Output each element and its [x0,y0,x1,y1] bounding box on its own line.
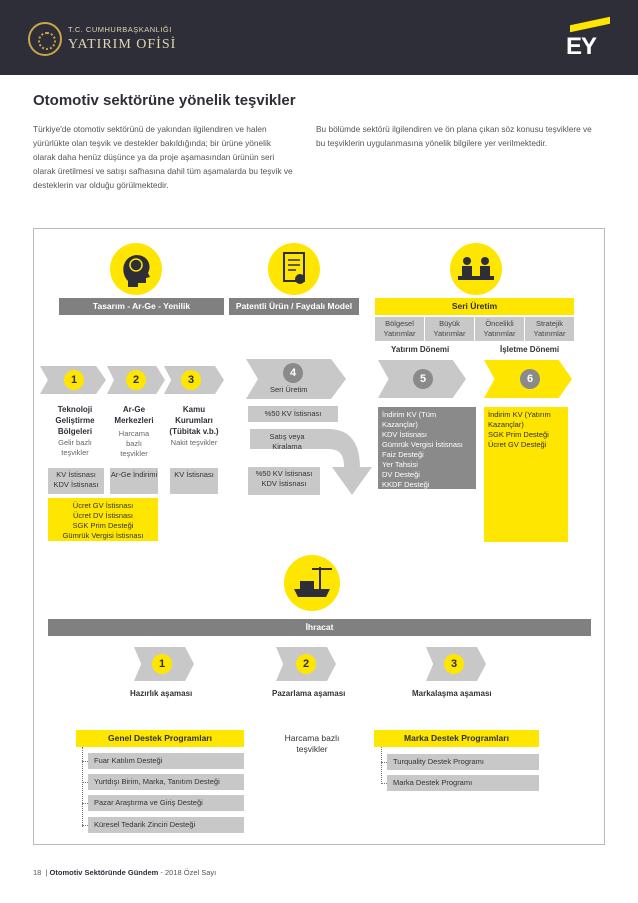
issue-label: - 2018 Özel Sayı [160,868,217,877]
isletme-donemi-label: İşletme Dönemi [500,345,560,354]
step-number-3: 3 [181,370,201,390]
col3-box: KV İstisnası [170,468,218,494]
col1-title: Teknoloji Geliştirme Bölgeleri [55,405,95,436]
col6-item: SGK Prim Desteği [488,430,549,439]
marka-item-1: Turquality Destek Programı [387,754,539,770]
intro-right: Bu bölümde sektörü ilgilendiren ve ön plana çıkan söz konusu teşviklere ve bu teşviklerin uygulanmasına yönelik bilgilere yer verilmektedir. [316,124,592,148]
yatirim-donemi-label: Yatırım Dönemi [391,345,450,354]
col5-item: KKDF Desteği [382,480,430,489]
ey-logo: EY [566,33,597,60]
seri-sub-buyuk: Büyük Yatırımlar [425,317,474,341]
header-tasarim: Tasarım - Ar-Ge - Yenilik [59,298,224,315]
export-number-3: 3 [444,654,464,674]
page-title: Otomotiv sektörüne yönelik teşvikler [33,92,296,109]
col5-item: Gümrük Vergisi İstisnası [382,440,463,449]
col5-item: İndirim KV (Tüm Kazançlar) [382,410,437,429]
header-bar [0,0,638,75]
step-number-2: 2 [126,370,146,390]
marka-tree-line [381,747,382,784]
col6-list [484,407,568,542]
col5-item: DV Desteği [382,470,420,479]
step4-label: Seri Üretim [270,385,308,394]
col2-box: Ar-Ge İndirimi [110,468,158,494]
seri-sub-bolgesel: Bölgesel Yatırımlar [375,317,424,341]
factory-workers-icon [450,243,502,295]
common-support-box [48,498,158,541]
seri-sub-oncelikli: Öncelikli Yatırımlar [475,317,524,341]
incentive-diagram [33,228,605,845]
genel-item-4: Küresel Tedarik Zinciri Desteği [88,817,244,833]
publication-name: Otomotiv Sektöründe Gündem [49,868,159,877]
col6-item: Ücret GV Desteği [488,440,547,449]
common-item: Ücret DV İstisnası [72,511,133,520]
step-number-6: 6 [520,369,540,389]
col3-title: Kamu Kurumları (Tübitak v.b.) [169,405,219,436]
head-brain-icon [110,243,162,295]
col5-item: KDV İstisnası [382,430,428,439]
seal-logo-icon [28,22,62,56]
step-number-4: 4 [283,363,303,383]
col4-arrow-label: Satış veya Kiralama [269,432,305,451]
seri-sub-stratejik: Stratejik Yatırımlar [525,317,574,341]
col4-box2: %50 KV İstisnası KDV İstisnası [248,467,320,495]
header-ihracat: İhracat [48,619,591,636]
col5-item: Yer Tahsisi [382,460,418,469]
col6-item: İndirim KV (Yatırım Kazançlar) [488,410,551,429]
genel-item-1: Fuar Katılım Desteği [88,753,244,769]
ship-crane-icon [284,555,340,611]
genel-item-3: Pazar Araştırma ve Giriş Desteği [88,795,244,811]
ey-beam-icon [570,17,610,33]
common-item: Gümrük Vergisi İstisnası [62,531,144,540]
col1-box: KV İstisnası KDV İstisnası [48,468,104,494]
step-number-5: 5 [413,369,433,389]
col5-list [378,407,476,489]
export-label-1: Hazırlık aşaması [130,689,193,698]
marka-item-2: Marka Destek Programı [387,775,539,791]
col1-sub: Gelir bazlı teşvikler [58,438,92,457]
genel-item-2: Yurtdışı Birim, Marka, Tanıtım Desteği [88,774,244,790]
common-item: SGK Prim Desteği [72,521,134,530]
org-line1: T.C. CUMHURBAŞKANLIĞI [68,25,172,34]
col5-item: Faiz Desteği [382,450,424,459]
common-item: Ücret GV İstisnası [72,501,134,510]
col2-sub: Harcama bazlı teşvikler [118,429,150,458]
export-label-3: Markalaşma aşaması [412,689,492,698]
harcama-label: Harcama bazlı teşvikler [284,733,340,754]
export-number-2: 2 [296,654,316,674]
col2-title: Ar-Ge Merkezleri [114,405,154,425]
footer: 18 | Otomotiv Sektöründe Gündem - 2018 Özel Sayı [33,868,217,877]
genel-tree-line [82,747,83,827]
genel-destek-header: Genel Destek Programları [76,730,244,747]
step-number-1: 1 [64,370,84,390]
export-number-1: 1 [152,654,172,674]
certificate-icon [268,243,320,295]
col3-sub: Nakit teşvikler [170,438,218,447]
org-line2: YATIRIM OFİSİ [68,37,177,52]
header-seri-uretim: Seri Üretim [375,298,574,315]
intro-left: Türkiye'de otomotiv sektörünü de yakından ilgilendiren ve halen yürürlükte olan teşvik ve destekler bakıldığında; bir ürüne yönelik olarak daha henüz düşünce ya da proje aşamasından ürünün seri olarak üretilmesi ve satışı safhasına dahil tüm aşamalarda bu teşvik ve desteklerin var olduğu görülmektedir. [33,124,293,190]
marka-destek-header: Marka Destek Programları [374,730,539,747]
export-label-2: Pazarlama aşaması [272,689,346,698]
col4-box1: %50 KV İstisnası [248,406,338,422]
header-patent: Patentli Ürün / Faydalı Model [229,298,359,315]
page-number: 18 [33,868,42,877]
